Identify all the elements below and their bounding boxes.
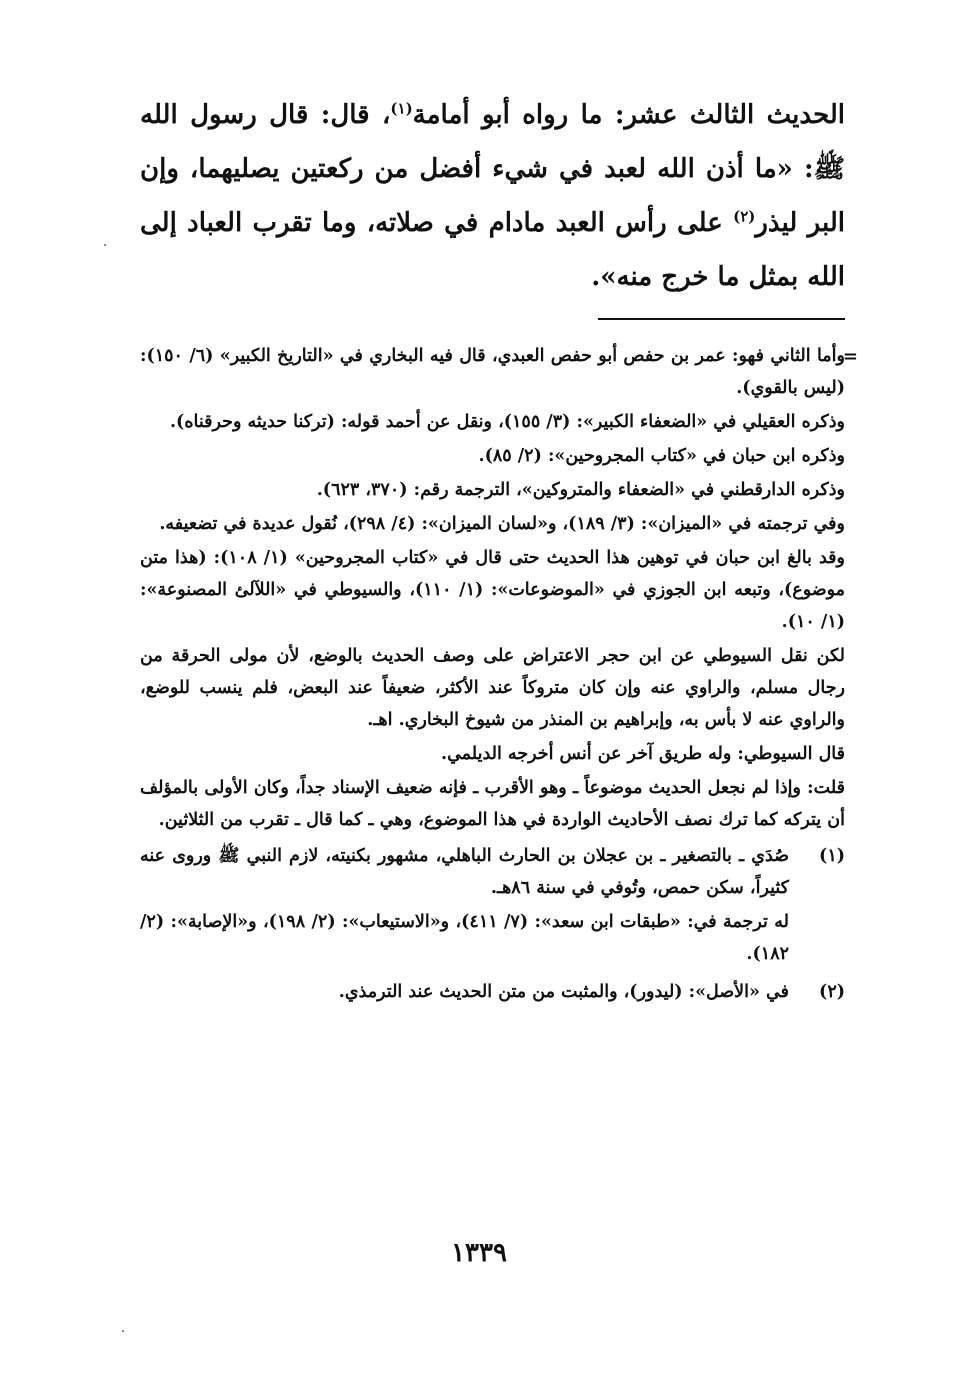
footnote-paragraph: قال السيوطي: وله طريق آخر عن أنس أخرجه الديلمي. bbox=[441, 744, 845, 764]
hadith-text-end: رأس العبد مادام في صلاته، وما تقرب العباد إلى الله بمثل ما خرج منه». bbox=[140, 208, 845, 292]
hadith-line bbox=[140, 88, 845, 304]
footnote-paragraph: وقد بالغ ابن حبان في توهين هذا الحديث حتى قال في «كتاب المجروحين» (١/ ١٠٨): (هذا متن موضوع)، وتبعه ابن الجوزي في «الموضوعات»: (١/ ١١٠)، والسيوطي في «اللآلئ المصنوعة»: (١/ ١٠). bbox=[140, 548, 846, 632]
footnote-divider bbox=[598, 318, 845, 320]
footnote-paragraph: وذكره العقيلي في «الضعفاء الكبير»: (٣/ ١٥٥)، ونقل عن أحمد قوله: (تركنا حديثه وحرقناه). bbox=[169, 412, 845, 432]
footnote-1 bbox=[140, 840, 845, 972]
hadith-main-text bbox=[140, 88, 845, 304]
footnote-paragraph: وفي ترجمته في «الميزان»: (٣/ ١٨٩)، و«لسان الميزان»: (٤/ ٢٩٨)، نُقول عديدة في تضعيفه. bbox=[159, 514, 845, 534]
footnote-paragraph: صُدَي ـ بالتصغير ـ بن عجلان بن الحارث الباهلي، مشهور بكنيته، لازم النبي ﷺ وروى عنه كثيراً، سكن حمص، وتُوفي في سنة ٨٦هـ. bbox=[140, 846, 789, 898]
footnote-ref-1[interactable]: (١) bbox=[390, 99, 413, 118]
footnote-paragraph: لكن نقل السيوطي عن ابن حجر الاعتراض على وصف الحديث بالوضع، لأن مولى الحرقة من رجال مسلم، والراوي عنه وإن كان متروكاً عند الأكثر، ضعيفاً عند البعض، فلم ينسب للوضع، والراوي عنه لا بأس به، وإبراهيم بن المنذر من شيوخ البخاري. اهـ. bbox=[140, 646, 845, 730]
hadith-text-cont: على bbox=[676, 208, 734, 238]
margin-mark bbox=[104, 244, 106, 246]
footnote-paragraph: قلت: وإذا لم نجعل الحديث موضوعاً ـ وهو الأقرب ـ فإنه ضعيف الإسناد جداً، وكان الأولى بالمؤلف أن يتركه كما ترك نصف الأحاديث الواردة في هذا الموضوع، وهي ـ كما قال ـ تقرب من الثلاثين. bbox=[140, 778, 845, 830]
page-number: ١٣٣٩ bbox=[451, 1238, 507, 1268]
footnotes-section bbox=[140, 340, 845, 1010]
footnote-number: (١) bbox=[819, 846, 845, 866]
footnote-paragraph: له ترجمة في: «طبقات ابن سعد»: (٧/ ٤١١)، و«الاستيعاب»: (٢/ ١٩٨)، و«الإصابة»: (٢/ ١٨٢). bbox=[140, 912, 790, 964]
footnote-body bbox=[140, 840, 789, 972]
footnote-number: (٢) bbox=[819, 982, 845, 1002]
footnote-ref-2[interactable]: (٢) bbox=[733, 207, 756, 226]
footnote-paragraph: وذكره الدارقطني في «الضعفاء والمتروكين»، الترجمة رقم: (٣٧٠، ٦٢٣). bbox=[316, 480, 845, 500]
hadith-intro: الحديث الثالث عشر: ما رواه أبو أمامة bbox=[412, 100, 845, 130]
footnote-body bbox=[140, 976, 789, 1010]
footnote-paragraph: في «الأصل»: (ليدور)، والمثبت من متن الحديث عند الترمذي. bbox=[338, 982, 789, 1002]
footnote-paragraph: وذكره ابن حبان في «كتاب المجروحين»: (٢/ ٨٥). bbox=[478, 446, 845, 466]
hadith-intro-cont: ، قال: قال رسول الله ﷺ: bbox=[140, 100, 845, 184]
footnote-paragraph: وأما الثاني فهو: عمر بن حفص أبو حفص العبدي، قال فيه البخاري في «التاريخ الكبير» (٦/ ١٥٠): (ليس بالقوي). bbox=[140, 346, 845, 398]
hadith-text: «ما أذن الله لعبد في شيء أفضل من ركعتين يصليهما، وإن البر ليذر bbox=[140, 154, 845, 238]
footnote-2 bbox=[140, 976, 845, 1010]
continuation-marker: = bbox=[842, 346, 858, 367]
margin-mark bbox=[122, 1330, 124, 1332]
